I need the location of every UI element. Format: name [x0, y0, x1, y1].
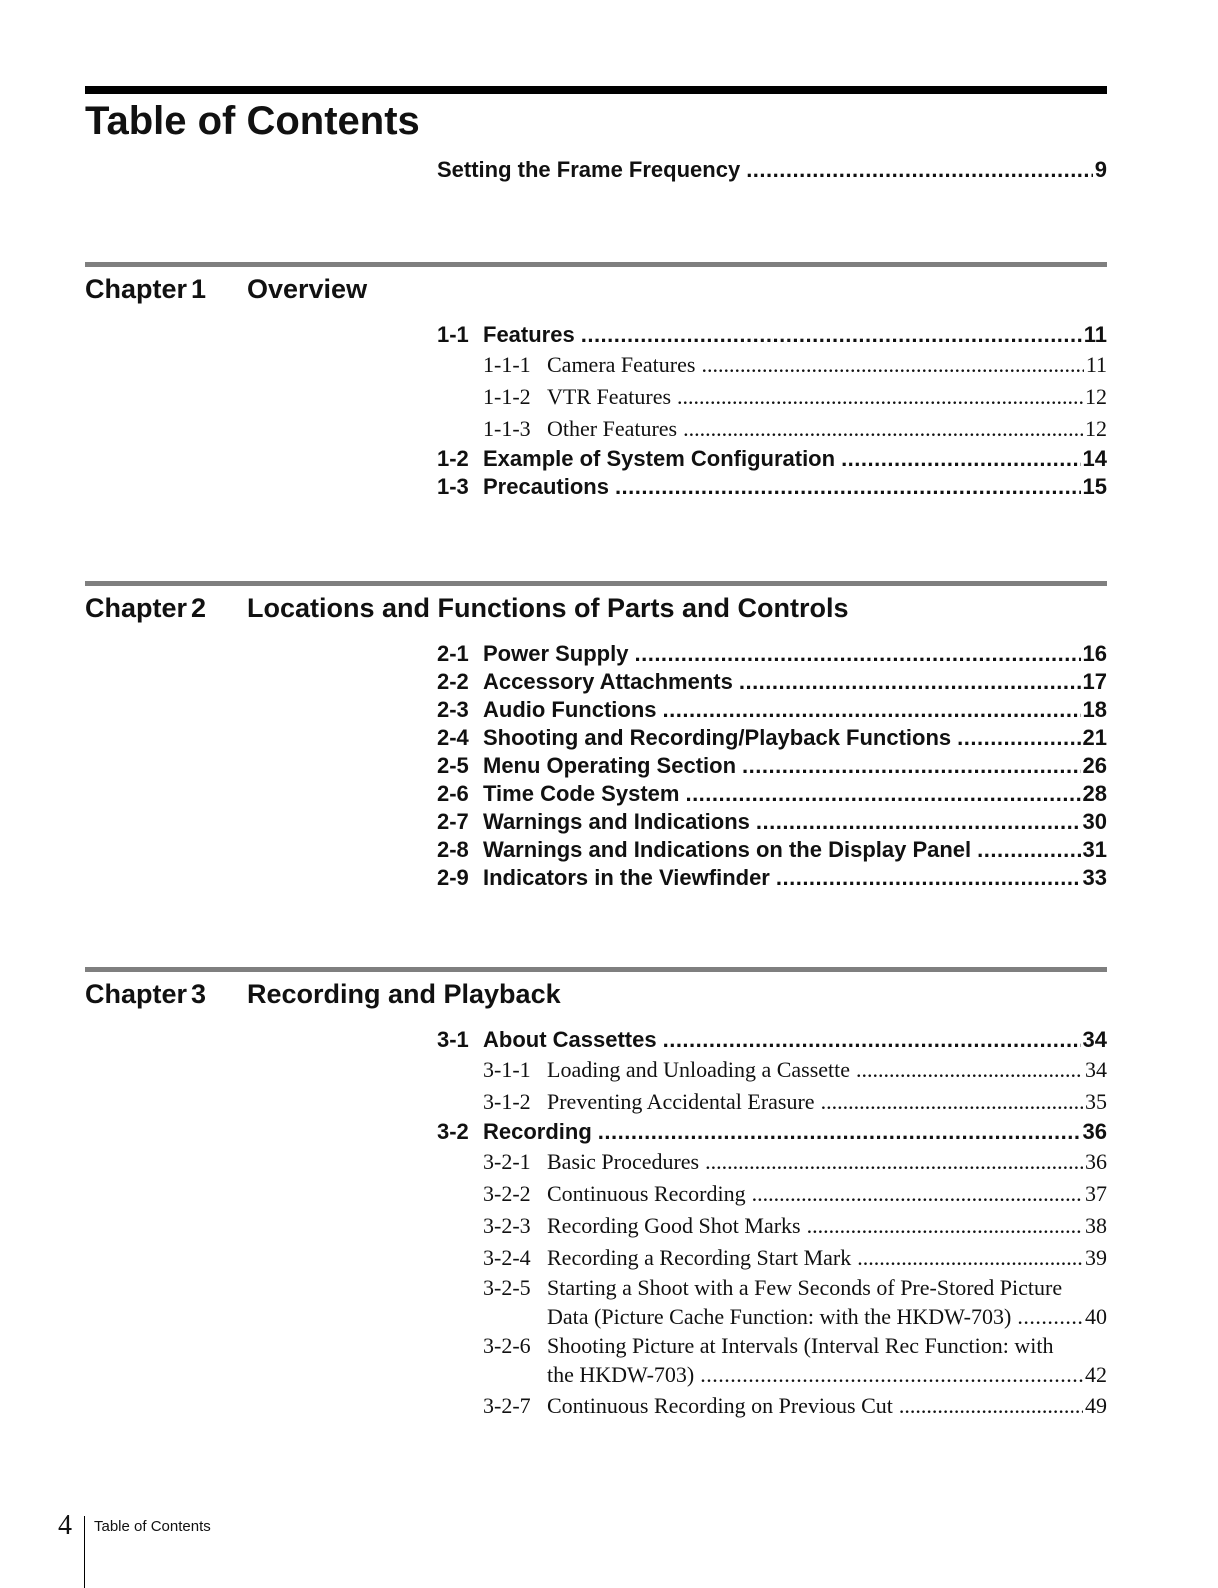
- entry-title: Basic Procedures: [547, 1149, 700, 1174]
- footer-divider: [84, 1516, 85, 1588]
- chapter-entries: [437, 321, 1107, 501]
- chapter-heading: [85, 269, 1107, 309]
- entry-number: 1-3: [437, 474, 469, 499]
- entry-page: 33: [1082, 865, 1107, 890]
- dot-leader: [746, 156, 1093, 184]
- entry-number: 3-2: [437, 1119, 469, 1144]
- intro-entry: [437, 156, 1107, 184]
- entry-page: 36: [1085, 1149, 1107, 1174]
- entry-title: Menu Operating Section: [483, 753, 737, 778]
- dot-leader: [742, 752, 1080, 780]
- dot-leader: [856, 1054, 1083, 1086]
- entry-number: 3-2-1: [483, 1149, 531, 1174]
- entry-page: 12: [1085, 416, 1107, 441]
- entry-title-continued: Data (Picture Cache Function: with the HKDW-703): [547, 1304, 1012, 1329]
- entry-page: 28: [1082, 781, 1107, 806]
- chapter-2: [85, 581, 1107, 892]
- entry-title: Loading and Unloading a Cassette: [547, 1057, 851, 1082]
- entry-line: [483, 1274, 1107, 1302]
- toc-entry[interactable]: [437, 1026, 1107, 1054]
- toc-subentry[interactable]: [483, 1146, 1107, 1178]
- entry-title: Precautions: [483, 474, 609, 499]
- footer-label: Table of Contents: [94, 1518, 211, 1535]
- entry-number: 3-2-6: [483, 1333, 531, 1358]
- entry-page: 26: [1082, 753, 1107, 778]
- chapter-number: 3: [191, 979, 207, 1009]
- toc-subentry[interactable]: [483, 1086, 1107, 1118]
- dot-leader: [756, 808, 1081, 836]
- entry-number: 1-1-2: [483, 384, 531, 409]
- toc-subentry[interactable]: [483, 1054, 1107, 1086]
- toc-entry[interactable]: [437, 836, 1107, 864]
- dot-leader: [776, 864, 1081, 892]
- entry-page: 35: [1085, 1089, 1107, 1114]
- entry-page: 21: [1082, 725, 1107, 750]
- entry-title: Power Supply: [483, 641, 629, 666]
- toc-entry[interactable]: [437, 445, 1107, 473]
- page-title: Table of Contents: [85, 99, 420, 143]
- toc-entry[interactable]: [437, 156, 1107, 184]
- entry-title: Example of System Configuration: [483, 446, 836, 471]
- dot-leader: [700, 1360, 1083, 1390]
- toc-entry[interactable]: [437, 808, 1107, 836]
- chapter-rule: [85, 967, 1107, 972]
- chapter-heading: [85, 588, 1107, 628]
- entry-title-continued: the HKDW-703): [547, 1362, 695, 1387]
- entry-title: Audio Functions: [483, 697, 657, 722]
- toc-entry[interactable]: [437, 640, 1107, 668]
- dot-leader: [701, 349, 1083, 381]
- chapter-title: Overview: [247, 274, 368, 304]
- entry-page: 42: [1085, 1362, 1107, 1387]
- entry-number: 1-1-3: [483, 416, 531, 441]
- toc-entry[interactable]: [437, 321, 1107, 349]
- entry-title: Preventing Accidental Erasure: [547, 1089, 815, 1114]
- entry-line: [547, 1360, 1107, 1390]
- toc-entry[interactable]: [437, 864, 1107, 892]
- entry-title: Warnings and Indications: [483, 809, 750, 834]
- entry-page: 36: [1082, 1119, 1107, 1144]
- entry-number: 3-2-7: [483, 1393, 531, 1418]
- entry-number: 2-3: [437, 697, 469, 722]
- toc-subentry[interactable]: [483, 1178, 1107, 1210]
- dot-leader: [857, 1242, 1083, 1274]
- dot-leader: [899, 1390, 1083, 1422]
- toc-entry[interactable]: [437, 696, 1107, 724]
- entry-page: 34: [1082, 1027, 1107, 1052]
- entry-line: [483, 1332, 1107, 1360]
- entry-page: 11: [1083, 322, 1107, 347]
- entry-page: 18: [1082, 697, 1107, 722]
- entry-title: Continuous Recording: [547, 1181, 746, 1206]
- entry-title: Camera Features: [547, 352, 696, 377]
- toc-subentry[interactable]: [483, 1332, 1107, 1390]
- entry-page: 38: [1085, 1213, 1107, 1238]
- dot-leader: [634, 640, 1080, 668]
- entry-number: 3-2-5: [483, 1275, 531, 1300]
- entry-line: [547, 1302, 1107, 1332]
- entry-title: Continuous Recording on Previous Cut: [547, 1393, 893, 1418]
- toc-subentry[interactable]: [483, 349, 1107, 381]
- entry-title: Recording Good Shot Marks: [547, 1213, 801, 1238]
- dot-leader: [663, 1026, 1081, 1054]
- entry-number: 2-1: [437, 641, 469, 666]
- dot-leader: [841, 445, 1080, 473]
- entry-title: Starting a Shoot with a Few Seconds of Pre-Stored Picture: [547, 1275, 1063, 1300]
- entry-number: 3-1-1: [483, 1057, 531, 1082]
- dot-leader: [598, 1118, 1081, 1146]
- chapter-rule: [85, 262, 1107, 267]
- dot-leader: [752, 1178, 1083, 1210]
- entry-number: 3-1: [437, 1027, 469, 1052]
- entry-page: 31: [1082, 837, 1107, 862]
- entry-number: 2-6: [437, 781, 469, 806]
- chapter-title: Locations and Functions of Parts and Controls: [247, 593, 849, 623]
- entry-page: 30: [1082, 809, 1107, 834]
- dot-leader: [705, 1146, 1083, 1178]
- toc-entry[interactable]: [437, 668, 1107, 696]
- toc-subentry[interactable]: [483, 381, 1107, 413]
- entry-title: Features: [483, 322, 575, 347]
- dot-leader: [807, 1210, 1083, 1242]
- entry-title: Accessory Attachments: [483, 669, 733, 694]
- chapter-number: 1: [191, 274, 207, 304]
- toc-subentry[interactable]: [483, 1242, 1107, 1274]
- entry-number: 3-2-4: [483, 1245, 531, 1270]
- entry-title: Indicators in the Viewfinder: [483, 865, 770, 890]
- entry-number: 1-2: [437, 446, 469, 471]
- toc-subentry[interactable]: [483, 413, 1107, 445]
- entry-page: 17: [1082, 669, 1107, 694]
- entry-page: 16: [1082, 641, 1107, 666]
- entry-number: 2-7: [437, 809, 469, 834]
- dot-leader: [615, 473, 1081, 501]
- entry-number: 2-4: [437, 725, 469, 750]
- chapter-word: Chapter: [85, 593, 188, 623]
- entry-page: 40: [1085, 1304, 1107, 1329]
- chapter-number: 2: [191, 593, 207, 623]
- entry-number: 2-5: [437, 753, 469, 778]
- dot-leader: [957, 724, 1080, 752]
- chapter-entries: [437, 640, 1107, 892]
- dot-leader: [977, 836, 1080, 864]
- entry-number: 3-1-2: [483, 1089, 531, 1114]
- chapter-rule: [85, 581, 1107, 586]
- entry-title: About Cassettes: [483, 1027, 657, 1052]
- toc-subentry[interactable]: [483, 1210, 1107, 1242]
- chapter-entries: [437, 1026, 1107, 1422]
- entry-page: 12: [1085, 384, 1107, 409]
- chapter-word: Chapter: [85, 979, 188, 1009]
- toc-subentry[interactable]: [483, 1274, 1107, 1332]
- chapter-word: Chapter: [85, 274, 188, 304]
- dot-leader: [581, 321, 1082, 349]
- entry-number: 2-8: [437, 837, 469, 862]
- entry-title: Time Code System: [483, 781, 680, 806]
- toc-entry[interactable]: [437, 473, 1107, 501]
- entry-page: 37: [1085, 1181, 1107, 1206]
- toc-entry[interactable]: [437, 724, 1107, 752]
- toc-entry[interactable]: [437, 752, 1107, 780]
- title-rule: [85, 86, 1107, 94]
- toc-entry[interactable]: [437, 1118, 1107, 1146]
- entry-page: 9: [1094, 157, 1107, 182]
- dot-leader: [1017, 1302, 1083, 1332]
- dot-leader: [663, 696, 1081, 724]
- entry-number: 3-2-3: [483, 1213, 531, 1238]
- entry-page: 39: [1085, 1245, 1107, 1270]
- entry-number: 1-1: [437, 322, 469, 347]
- chapter-3: [85, 967, 1107, 1422]
- footer-page-number: 4: [58, 1510, 72, 1541]
- toc-subentry[interactable]: [483, 1390, 1107, 1422]
- entry-page: 11: [1085, 352, 1107, 377]
- entry-title: Recording a Recording Start Mark: [547, 1245, 852, 1270]
- entry-number: 2-2: [437, 669, 469, 694]
- dot-leader: [683, 413, 1083, 445]
- chapter-1: [85, 262, 1107, 501]
- entry-title: Recording: [483, 1119, 592, 1144]
- entry-number: 2-9: [437, 865, 469, 890]
- dot-leader: [821, 1086, 1083, 1118]
- chapter-title: Recording and Playback: [247, 979, 561, 1009]
- entry-number: 1-1-1: [483, 352, 531, 377]
- entry-title: Setting the Frame Frequency: [437, 157, 741, 182]
- dot-leader: [685, 780, 1080, 808]
- entry-page: 34: [1085, 1057, 1107, 1082]
- entry-title: VTR Features: [547, 384, 672, 409]
- entry-page: 15: [1082, 474, 1107, 499]
- dot-leader: [677, 381, 1083, 413]
- entry-title: Other Features: [547, 416, 678, 441]
- entry-page: 14: [1082, 446, 1107, 471]
- entry-title: Warnings and Indications on the Display Panel: [483, 837, 972, 862]
- entry-number: 3-2-2: [483, 1181, 531, 1206]
- chapter-heading: [85, 974, 1107, 1014]
- entry-title: Shooting and Recording/Playback Functions: [483, 725, 952, 750]
- entry-page: 49: [1085, 1393, 1107, 1418]
- toc-entry[interactable]: [437, 780, 1107, 808]
- dot-leader: [739, 668, 1081, 696]
- entry-title: Shooting Picture at Intervals (Interval Rec Function: with: [547, 1333, 1054, 1358]
